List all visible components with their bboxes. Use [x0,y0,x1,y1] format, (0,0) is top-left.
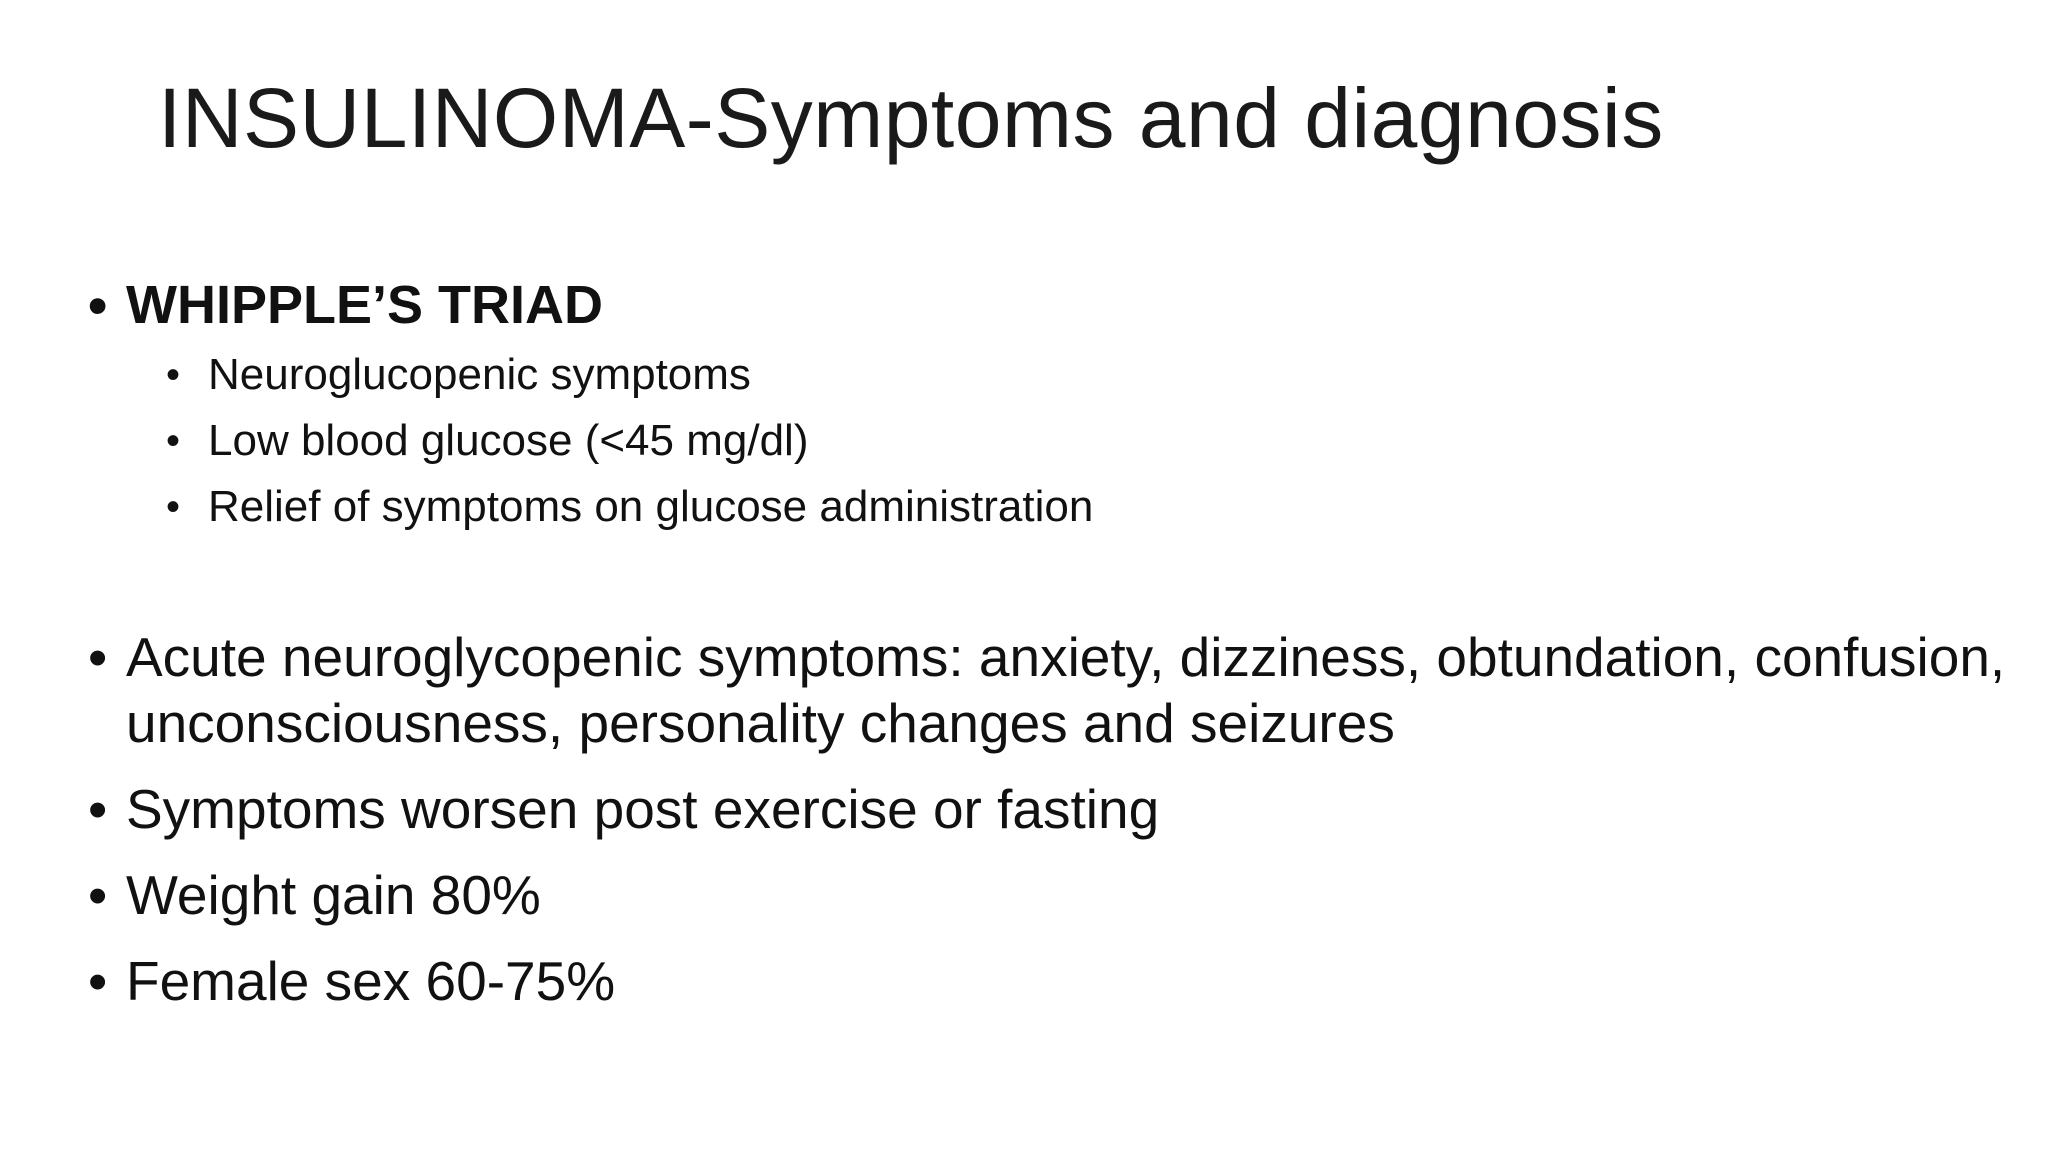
list-item [88,862,2028,928]
list-item-text: Symptoms worsen post exercise or fasting [126,778,1160,840]
triad-sublist [166,342,2028,540]
list-item-whipples-triad [88,272,2028,540]
sub-list-item-text: Neuroglucopenic symptoms [208,350,751,399]
bullet-icon: • [88,626,108,688]
sub-bullet-icon: • [166,419,181,463]
sub-list-item-text: Low blood glucose (<45 mg/dl) [208,416,809,465]
bullet-list [88,272,2028,1014]
list-item-text: Weight gain 80% [126,864,541,926]
sub-bullet-icon: • [166,485,181,529]
sub-list-item [166,342,2028,408]
list-item [88,624,2028,756]
list-item [88,776,2028,842]
bullet-icon: • [88,950,108,1012]
bullet-icon: • [88,274,108,336]
bullet-icon: • [88,778,108,840]
list-item-text: Acute neuroglycopenic symptoms: anxiety, dizziness, obtundation, confusion, unconsciousness, personality changes and seizures [126,626,2006,754]
list-item [88,948,2028,1014]
list-item-text: Female sex 60-75% [126,950,616,1012]
triad-heading: WHIPPLE’S TRIAD [126,275,604,335]
sub-list-item [166,474,2028,540]
sub-bullet-icon: • [166,353,181,397]
sub-list-item [166,408,2028,474]
sub-list-item-text: Relief of symptoms on glucose administration [208,482,1094,531]
bullet-icon: • [88,864,108,926]
slide-title: INSULINOMA-Symptoms and diagnosis [158,71,1664,165]
